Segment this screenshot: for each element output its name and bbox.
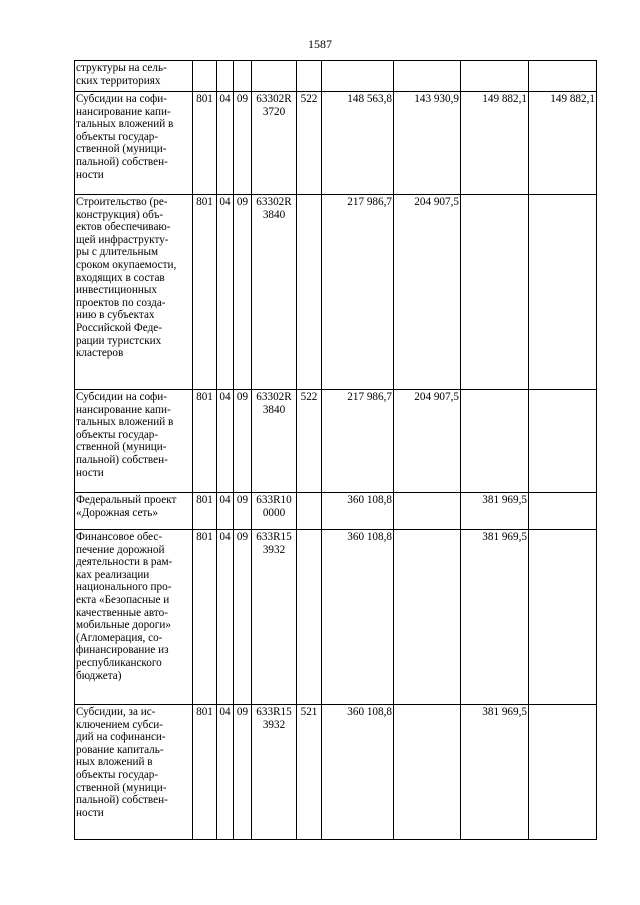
table-row: [75, 493, 597, 530]
target-article-code: 633R15 3932: [252, 705, 297, 840]
amount-col-3: 381 969,5: [461, 705, 529, 840]
ved-code: 801: [193, 390, 217, 493]
section-code: 04: [217, 195, 234, 390]
row-name: Субсидии, за ис- ключением субси- дий на софинанси- рование капиталь- ных вложений в объекты государ- ственной (муници- пальной) собствен- ности: [75, 705, 193, 840]
target-article-code: 633R10 0000: [252, 493, 297, 530]
expense-type-code: [297, 530, 322, 705]
budget-table: [74, 60, 597, 840]
row-name: Субсидии на софи- нансирование капи- тальных вложений в объекты государ- ственной (муници- пальной) собствен- ности: [75, 92, 193, 195]
ved-code: 801: [193, 195, 217, 390]
amount-col-4: [529, 195, 597, 390]
target-article-code: 63302R 3840: [252, 390, 297, 493]
ved-code: 801: [193, 92, 217, 195]
amount-col-3: [461, 61, 529, 92]
amount-col-1: 217 986,7: [322, 390, 394, 493]
subsection-code: 09: [234, 195, 252, 390]
target-article-code: 633R15 3932: [252, 530, 297, 705]
amount-col-4: [529, 61, 597, 92]
amount-col-1: 360 108,8: [322, 705, 394, 840]
subsection-code: [234, 61, 252, 92]
page-number: 1587: [308, 37, 332, 51]
target-article-code: [252, 61, 297, 92]
amount-col-2: 143 930,9: [394, 92, 461, 195]
amount-col-3: 149 882,1: [461, 92, 529, 195]
amount-col-3: 381 969,5: [461, 530, 529, 705]
amount-col-3: 381 969,5: [461, 493, 529, 530]
ved-code: 801: [193, 530, 217, 705]
subsection-code: 09: [234, 390, 252, 493]
expense-type-code: [297, 195, 322, 390]
section-code: 04: [217, 390, 234, 493]
amount-col-4: [529, 705, 597, 840]
amount-col-2: [394, 493, 461, 530]
amount-col-3: [461, 195, 529, 390]
amount-col-2: 204 907,5: [394, 195, 461, 390]
amount-col-2: [394, 705, 461, 840]
amount-col-3: [461, 390, 529, 493]
row-name: Строительство (ре- конструкция) объ- ектов обеспечиваю- щей инфраструкту- ры с длительным сроком окупаемости, входящих в состав инвестиционных проектов по созда- нию в субъектах Российской Феде- рации туристских кластеров: [75, 195, 193, 390]
section-code: 04: [217, 530, 234, 705]
ved-code: 801: [193, 705, 217, 840]
row-name: Федеральный проект «Дорожная сеть»: [75, 493, 193, 530]
table-row: [75, 705, 597, 840]
expense-type-code: 522: [297, 390, 322, 493]
row-name: Субсидии на софи- нансирование капи- тальных вложений в объекты государ- ственной (муници- пальной) собствен- ности: [75, 390, 193, 493]
expense-type-code: [297, 493, 322, 530]
amount-col-1: 360 108,8: [322, 493, 394, 530]
row-name: Финансовое обес- печение дорожной деятельности в рам- ках реализации национального про- екта «Безопасные и качественные авто- мобильные дороги» (Агломерация, со- финансирование из республиканского бюджета): [75, 530, 193, 705]
amount-col-4: [529, 493, 597, 530]
amount-col-1: 148 563,8: [322, 92, 394, 195]
target-article-code: 63302R 3840: [252, 195, 297, 390]
table-row: [75, 195, 597, 390]
section-code: 04: [217, 705, 234, 840]
table-row: [75, 390, 597, 493]
target-article-code: 63302R 3720: [252, 92, 297, 195]
subsection-code: 09: [234, 92, 252, 195]
ved-code: 801: [193, 493, 217, 530]
amount-col-4: 149 882,1: [529, 92, 597, 195]
amount-col-2: [394, 530, 461, 705]
expense-type-code: 521: [297, 705, 322, 840]
table-row: [75, 530, 597, 705]
table-row: [75, 92, 597, 195]
amount-col-2: 204 907,5: [394, 390, 461, 493]
expense-type-code: 522: [297, 92, 322, 195]
amount-col-1: 360 108,8: [322, 530, 394, 705]
amount-col-4: [529, 390, 597, 493]
subsection-code: 09: [234, 493, 252, 530]
row-name: структуры на сель- ских территориях: [75, 61, 193, 92]
ved-code: [193, 61, 217, 92]
subsection-code: 09: [234, 705, 252, 840]
amount-col-2: [394, 61, 461, 92]
amount-col-1: 217 986,7: [322, 195, 394, 390]
amount-col-1: [322, 61, 394, 92]
section-code: [217, 61, 234, 92]
table-row: [75, 61, 597, 92]
section-code: 04: [217, 493, 234, 530]
expense-type-code: [297, 61, 322, 92]
subsection-code: 09: [234, 530, 252, 705]
section-code: 04: [217, 92, 234, 195]
amount-col-4: [529, 530, 597, 705]
